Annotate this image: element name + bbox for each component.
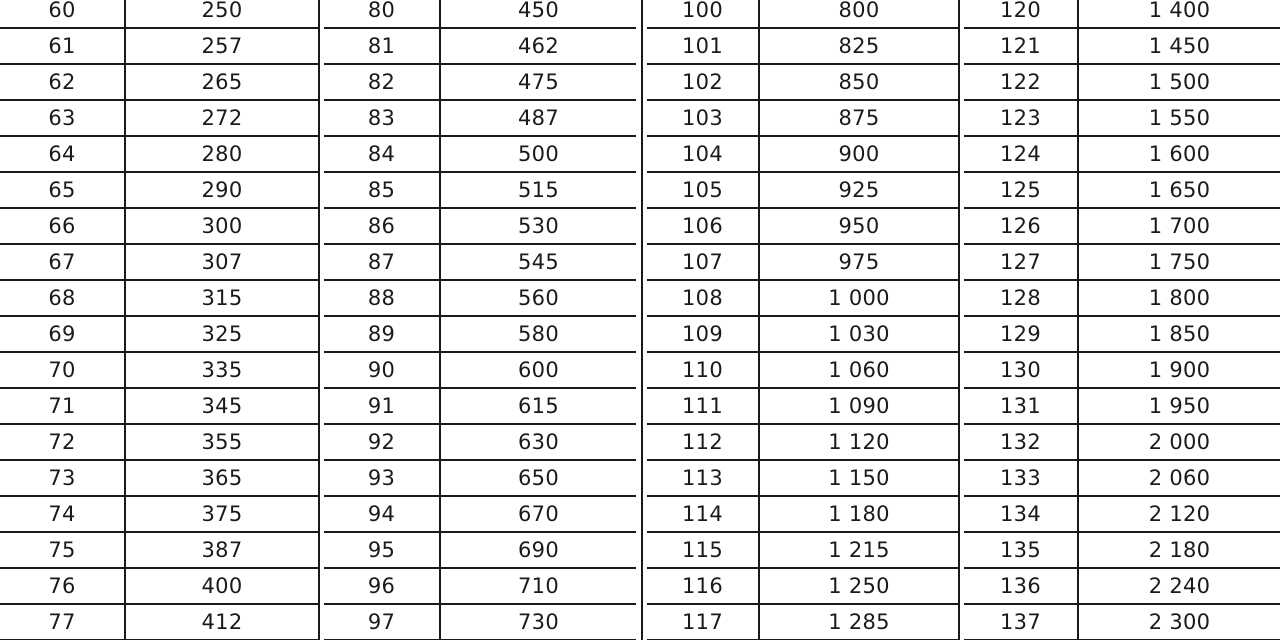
value-cell: 710 — [440, 568, 636, 604]
value-cell: 1 120 — [759, 424, 958, 460]
row-number-cell: 102 — [647, 64, 759, 100]
row-number-cell: 94 — [324, 496, 440, 532]
table-row — [0, 568, 318, 604]
value-cell: 355 — [125, 424, 318, 460]
table-row — [324, 388, 636, 424]
table-row — [324, 496, 636, 532]
table-row — [647, 532, 958, 568]
table-row — [0, 460, 318, 496]
row-number-cell: 120 — [964, 0, 1078, 28]
row-number-cell: 105 — [647, 172, 759, 208]
row-number-cell: 67 — [0, 244, 125, 280]
value-cell: 335 — [125, 352, 318, 388]
table-row — [324, 532, 636, 568]
table-row — [0, 172, 318, 208]
double-line-divider — [318, 0, 320, 640]
table-row — [647, 388, 958, 424]
table-row — [324, 316, 636, 352]
value-cell: 615 — [440, 388, 636, 424]
table-row — [647, 172, 958, 208]
row-number-cell: 106 — [647, 208, 759, 244]
row-number-cell: 60 — [0, 0, 125, 28]
value-cell: 1 650 — [1078, 172, 1280, 208]
value-cell: 307 — [125, 244, 318, 280]
value-cell: 1 550 — [1078, 100, 1280, 136]
table-row — [324, 136, 636, 172]
table-row — [324, 100, 636, 136]
value-cell: 315 — [125, 280, 318, 316]
value-cell: 530 — [440, 208, 636, 244]
table-row — [324, 604, 636, 640]
table-row — [324, 244, 636, 280]
row-number-cell: 127 — [964, 244, 1078, 280]
row-number-cell: 134 — [964, 496, 1078, 532]
row-number-cell: 107 — [647, 244, 759, 280]
row-number-cell: 61 — [0, 28, 125, 64]
value-cell: 925 — [759, 172, 958, 208]
row-number-cell: 87 — [324, 244, 440, 280]
value-cell: 272 — [125, 100, 318, 136]
row-number-cell: 115 — [647, 532, 759, 568]
row-number-cell: 82 — [324, 64, 440, 100]
value-cell: 545 — [440, 244, 636, 280]
table-row — [647, 100, 958, 136]
value-cell: 600 — [440, 352, 636, 388]
row-number-cell: 80 — [324, 0, 440, 28]
value-cell: 1 600 — [1078, 136, 1280, 172]
row-number-cell: 114 — [647, 496, 759, 532]
value-cell: 1 030 — [759, 316, 958, 352]
value-cell: 690 — [440, 532, 636, 568]
value-cell: 1 950 — [1078, 388, 1280, 424]
table-block-1 — [0, 0, 318, 640]
table-row — [324, 352, 636, 388]
row-number-cell: 75 — [0, 532, 125, 568]
table-row — [964, 424, 1280, 460]
table-row — [647, 244, 958, 280]
value-cell: 975 — [759, 244, 958, 280]
table-row — [964, 244, 1280, 280]
table-row — [324, 28, 636, 64]
table-row — [647, 28, 958, 64]
table-row — [324, 0, 636, 28]
value-cell: 345 — [125, 388, 318, 424]
table-row — [964, 136, 1280, 172]
table-row — [0, 604, 318, 640]
value-cell: 2 000 — [1078, 424, 1280, 460]
row-number-cell: 116 — [647, 568, 759, 604]
table-row — [647, 604, 958, 640]
value-cell: 1 285 — [759, 604, 958, 640]
table-row — [0, 352, 318, 388]
table-row — [0, 64, 318, 100]
row-number-cell: 104 — [647, 136, 759, 172]
table-row — [0, 388, 318, 424]
value-cell: 387 — [125, 532, 318, 568]
value-cell: 580 — [440, 316, 636, 352]
row-number-cell: 76 — [0, 568, 125, 604]
table-row — [964, 352, 1280, 388]
row-number-cell: 135 — [964, 532, 1078, 568]
row-number-cell: 121 — [964, 28, 1078, 64]
row-number-cell: 65 — [0, 172, 125, 208]
value-cell: 2 180 — [1078, 532, 1280, 568]
value-cell: 1 250 — [759, 568, 958, 604]
table-block-4 — [964, 0, 1280, 640]
row-number-cell: 84 — [324, 136, 440, 172]
row-number-cell: 95 — [324, 532, 440, 568]
row-number-cell: 74 — [0, 496, 125, 532]
row-number-cell: 91 — [324, 388, 440, 424]
table-body-4 — [964, 0, 1280, 640]
table-row — [964, 604, 1280, 640]
row-number-cell: 131 — [964, 388, 1078, 424]
double-line-divider — [641, 0, 643, 640]
row-number-cell: 132 — [964, 424, 1078, 460]
value-cell: 450 — [440, 0, 636, 28]
value-cell: 950 — [759, 208, 958, 244]
row-number-cell: 103 — [647, 100, 759, 136]
table-row — [964, 532, 1280, 568]
value-cell: 1 215 — [759, 532, 958, 568]
row-number-cell: 62 — [0, 64, 125, 100]
row-number-cell: 136 — [964, 568, 1078, 604]
table-row — [0, 208, 318, 244]
table-row — [647, 316, 958, 352]
table-block-3 — [647, 0, 958, 640]
value-cell: 265 — [125, 64, 318, 100]
value-cell: 2 120 — [1078, 496, 1280, 532]
value-cell: 875 — [759, 100, 958, 136]
row-number-cell: 108 — [647, 280, 759, 316]
row-number-cell: 129 — [964, 316, 1078, 352]
row-number-cell: 69 — [0, 316, 125, 352]
table-row — [0, 136, 318, 172]
value-cell: 1 450 — [1078, 28, 1280, 64]
value-cell: 1 150 — [759, 460, 958, 496]
table-row — [324, 568, 636, 604]
row-number-cell: 89 — [324, 316, 440, 352]
value-cell: 2 300 — [1078, 604, 1280, 640]
table-row — [0, 244, 318, 280]
double-line-divider — [958, 0, 960, 640]
value-cell: 280 — [125, 136, 318, 172]
value-cell: 900 — [759, 136, 958, 172]
table-row — [647, 136, 958, 172]
table-row — [964, 64, 1280, 100]
table-row — [0, 100, 318, 136]
table-row — [324, 208, 636, 244]
row-number-cell: 68 — [0, 280, 125, 316]
value-cell: 1 700 — [1078, 208, 1280, 244]
value-cell: 1 500 — [1078, 64, 1280, 100]
row-number-cell: 71 — [0, 388, 125, 424]
table-row — [647, 460, 958, 496]
value-cell: 257 — [125, 28, 318, 64]
row-number-cell: 92 — [324, 424, 440, 460]
table-row — [647, 352, 958, 388]
row-number-cell: 117 — [647, 604, 759, 640]
value-cell: 325 — [125, 316, 318, 352]
table-row — [964, 316, 1280, 352]
value-cell: 462 — [440, 28, 636, 64]
table-row — [964, 172, 1280, 208]
table-body-3 — [647, 0, 958, 640]
value-cell: 475 — [440, 64, 636, 100]
value-cell: 1 090 — [759, 388, 958, 424]
row-number-cell: 137 — [964, 604, 1078, 640]
row-number-cell: 109 — [647, 316, 759, 352]
row-number-cell: 81 — [324, 28, 440, 64]
row-number-cell: 63 — [0, 100, 125, 136]
value-cell: 412 — [125, 604, 318, 640]
value-cell: 365 — [125, 460, 318, 496]
value-cell: 1 850 — [1078, 316, 1280, 352]
table-row — [647, 280, 958, 316]
row-number-cell: 113 — [647, 460, 759, 496]
value-cell: 515 — [440, 172, 636, 208]
table-row — [964, 28, 1280, 64]
table-row — [964, 0, 1280, 28]
value-cell: 300 — [125, 208, 318, 244]
value-cell: 500 — [440, 136, 636, 172]
value-cell: 1 400 — [1078, 0, 1280, 28]
value-cell: 730 — [440, 604, 636, 640]
table-row — [964, 568, 1280, 604]
table-row — [964, 496, 1280, 532]
table-row — [964, 280, 1280, 316]
row-number-cell: 112 — [647, 424, 759, 460]
value-cell: 2 060 — [1078, 460, 1280, 496]
row-number-cell: 66 — [0, 208, 125, 244]
row-number-cell: 111 — [647, 388, 759, 424]
value-cell: 1 000 — [759, 280, 958, 316]
table-row — [0, 424, 318, 460]
row-number-cell: 97 — [324, 604, 440, 640]
value-cell: 560 — [440, 280, 636, 316]
value-cell: 375 — [125, 496, 318, 532]
table-row — [647, 424, 958, 460]
table-row — [0, 28, 318, 64]
row-number-cell: 70 — [0, 352, 125, 388]
row-number-cell: 86 — [324, 208, 440, 244]
table-row — [324, 172, 636, 208]
table-body-2 — [324, 0, 636, 640]
row-number-cell: 90 — [324, 352, 440, 388]
value-cell: 2 240 — [1078, 568, 1280, 604]
row-number-cell: 122 — [964, 64, 1078, 100]
row-number-cell: 133 — [964, 460, 1078, 496]
row-number-cell: 93 — [324, 460, 440, 496]
table-row — [0, 0, 318, 28]
table-row — [964, 460, 1280, 496]
value-cell: 1 900 — [1078, 352, 1280, 388]
table-row — [647, 568, 958, 604]
row-number-cell: 124 — [964, 136, 1078, 172]
value-cell: 1 060 — [759, 352, 958, 388]
row-number-cell: 123 — [964, 100, 1078, 136]
table-row — [0, 532, 318, 568]
table-row — [964, 208, 1280, 244]
row-number-cell: 101 — [647, 28, 759, 64]
value-cell: 630 — [440, 424, 636, 460]
table-row — [964, 100, 1280, 136]
value-cell: 800 — [759, 0, 958, 28]
row-number-cell: 77 — [0, 604, 125, 640]
table-row — [647, 64, 958, 100]
value-cell: 1 180 — [759, 496, 958, 532]
table-row — [964, 388, 1280, 424]
row-number-cell: 64 — [0, 136, 125, 172]
row-number-cell: 125 — [964, 172, 1078, 208]
value-cell: 400 — [125, 568, 318, 604]
row-number-cell: 128 — [964, 280, 1078, 316]
table-row — [0, 280, 318, 316]
table-row — [324, 424, 636, 460]
table-row — [647, 496, 958, 532]
value-cell: 1 800 — [1078, 280, 1280, 316]
table-row — [0, 496, 318, 532]
row-number-cell: 110 — [647, 352, 759, 388]
table-row — [324, 460, 636, 496]
value-cell: 250 — [125, 0, 318, 28]
table-row — [0, 316, 318, 352]
row-number-cell: 83 — [324, 100, 440, 136]
row-number-cell: 72 — [0, 424, 125, 460]
value-cell: 650 — [440, 460, 636, 496]
value-cell: 487 — [440, 100, 636, 136]
table-body-1 — [0, 0, 318, 640]
row-number-cell: 85 — [324, 172, 440, 208]
value-cell: 825 — [759, 28, 958, 64]
table-row — [647, 0, 958, 28]
row-number-cell: 96 — [324, 568, 440, 604]
row-number-cell: 73 — [0, 460, 125, 496]
value-cell: 850 — [759, 64, 958, 100]
row-number-cell: 126 — [964, 208, 1078, 244]
value-cell: 290 — [125, 172, 318, 208]
value-cell: 670 — [440, 496, 636, 532]
value-cell: 1 750 — [1078, 244, 1280, 280]
row-number-cell: 130 — [964, 352, 1078, 388]
table-row — [324, 280, 636, 316]
row-number-cell: 100 — [647, 0, 759, 28]
table-row — [647, 208, 958, 244]
row-number-cell: 88 — [324, 280, 440, 316]
table-row — [324, 64, 636, 100]
table-block-2 — [324, 0, 636, 640]
